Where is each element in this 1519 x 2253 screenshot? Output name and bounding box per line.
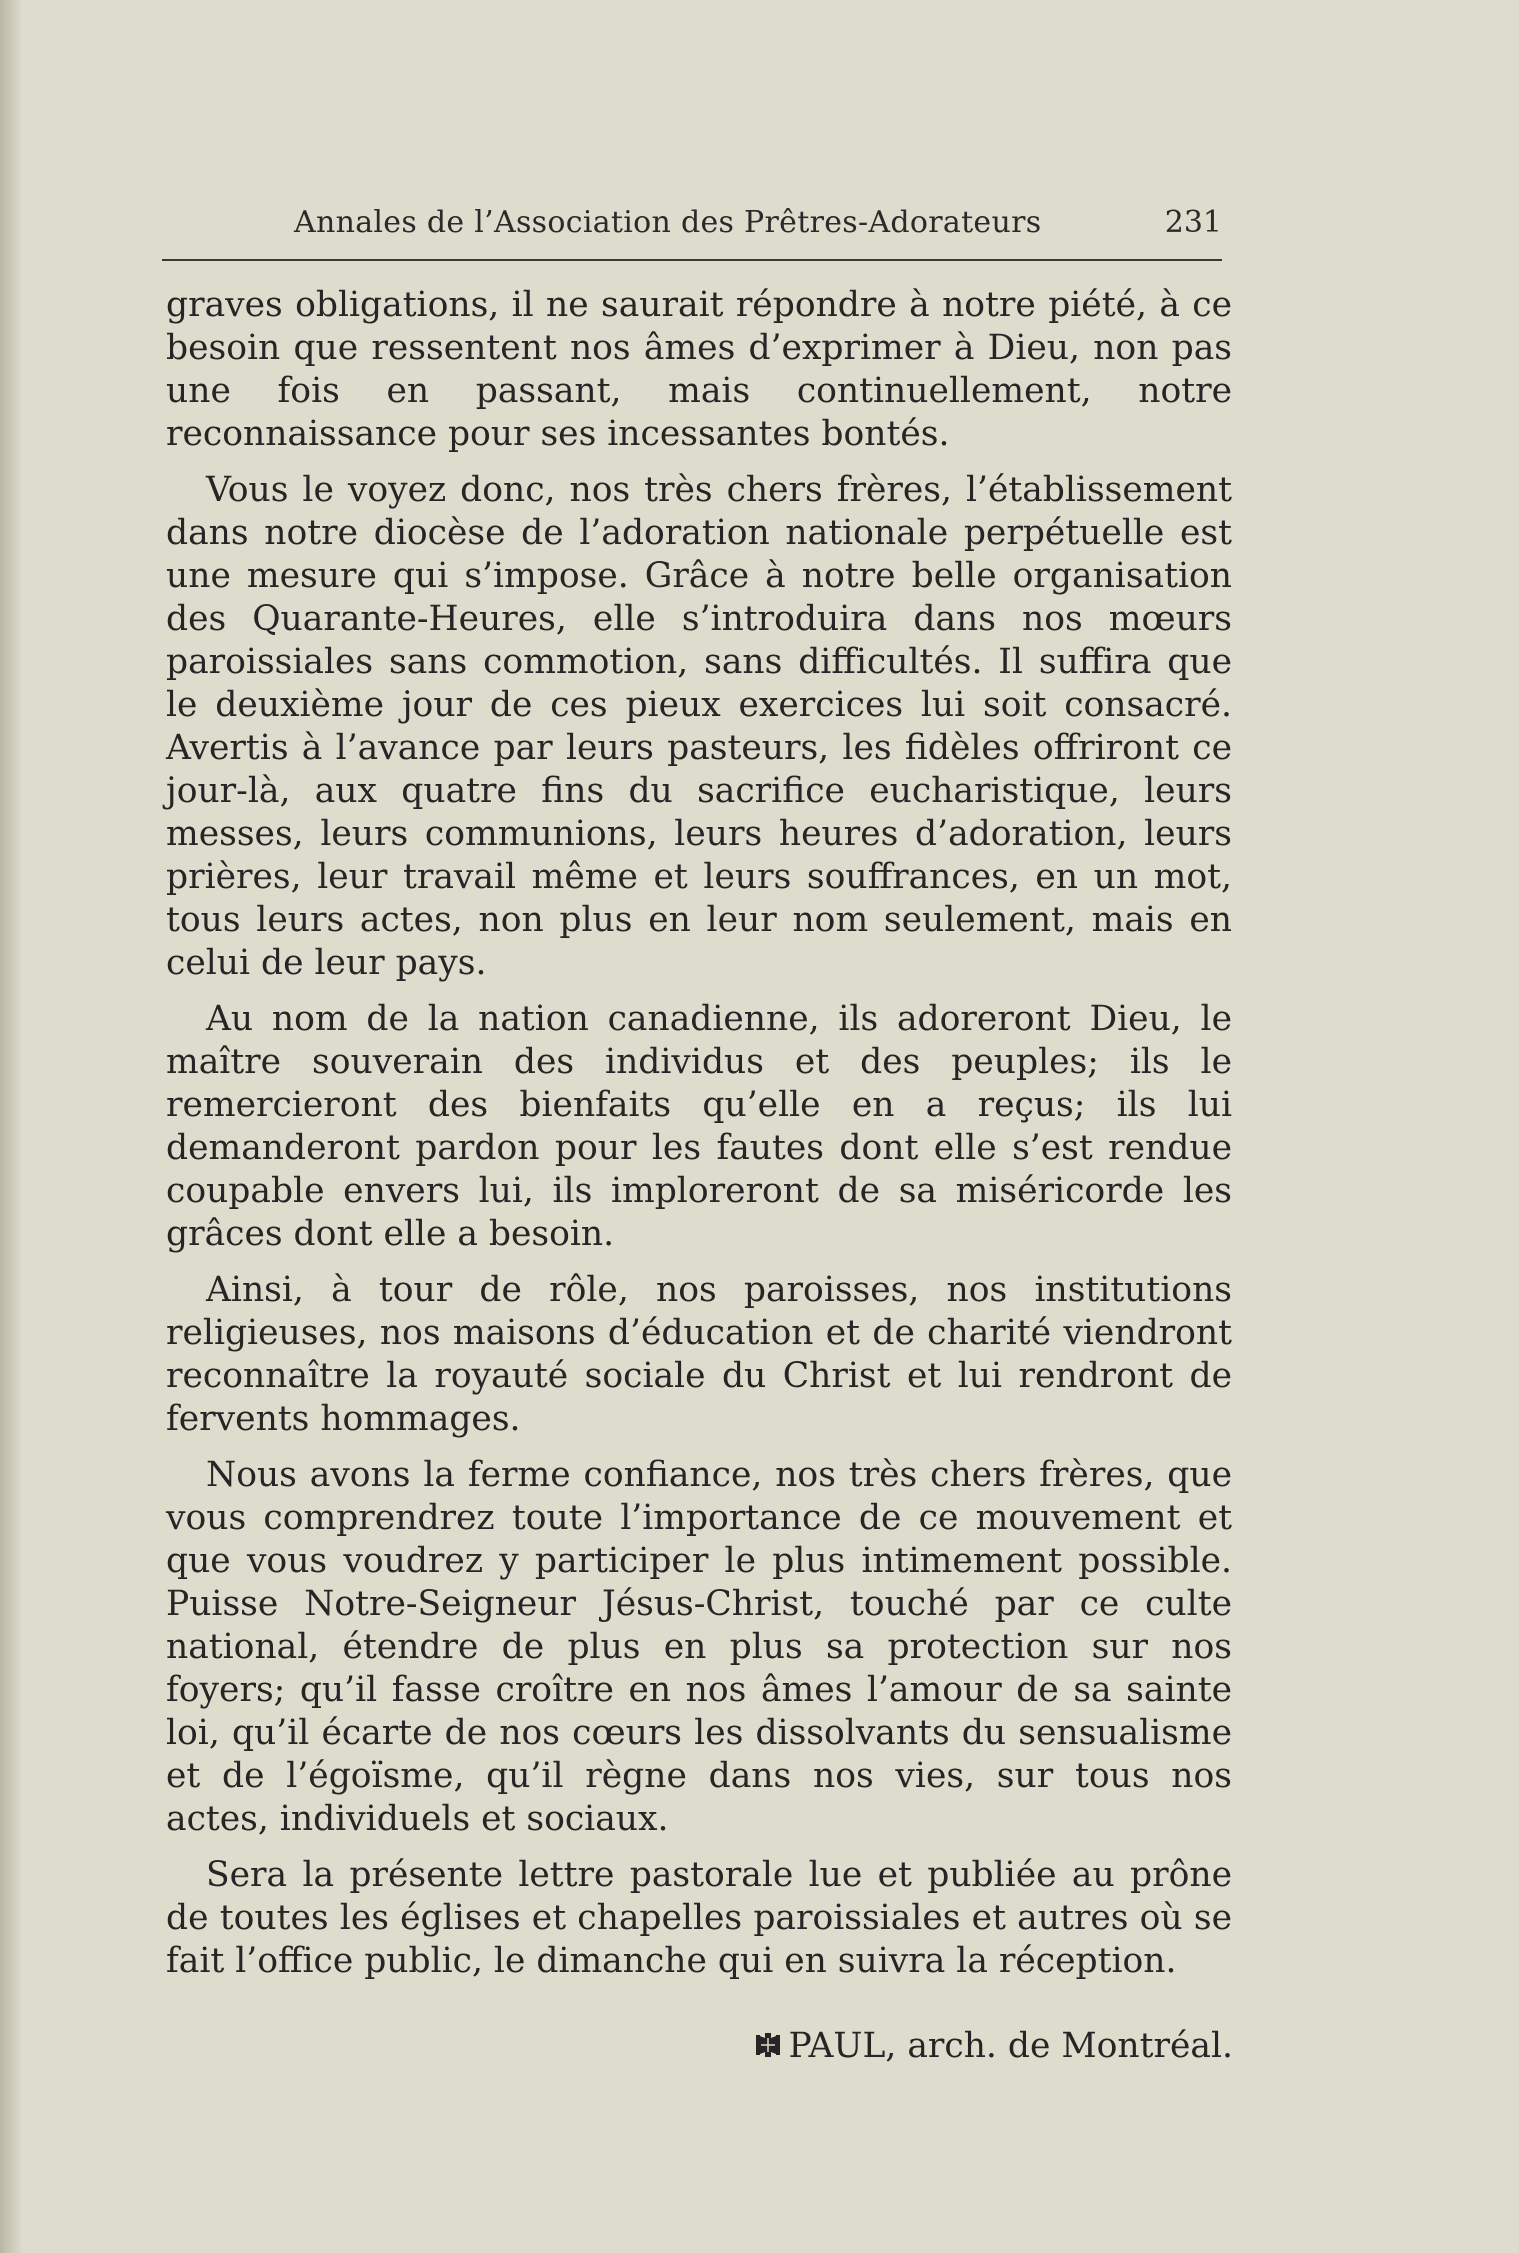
page-number: 231 bbox=[1164, 205, 1222, 240]
signature-text: PAUL, arch. de Montréal. bbox=[788, 2026, 1233, 2066]
body-text bbox=[166, 284, 1232, 1996]
page-header bbox=[162, 205, 1222, 251]
header-rule bbox=[162, 259, 1222, 261]
paragraph: Au nom de la nation canadienne, ils adoreront Dieu, le maître souverain des individus et des peuples; ils le remercieront des bienfaits qu’elle en a reçus; ils lui demanderont pardon pour les fautes dont elle s’est rendue coupable envers lui, ils imploreront de sa miséricorde les grâces dont elle a besoin. bbox=[166, 999, 1232, 1254]
running-title: Annales de l’Association des Prêtres-Adorateurs bbox=[294, 205, 1042, 240]
cross-icon bbox=[754, 2028, 782, 2056]
paragraph: Vous le voyez donc, nos très chers frères, l’établissement dans notre diocèse de l’adoration nationale perpétuelle est une mesure qui s’impose. Grâce à notre belle organisation des Quarante-Heures, elle s’introduira dans nos mœurs paroissiales sans commotion, sans difficultés. Il suffira que le deuxième jour de ces pieux exercices lui soit consacré. Avertis à l’avance par leurs pasteurs, les fidèles offriront ce jour-là, aux quatre fins du sacrifice eucharistique, leurs messes, leurs communions, leurs heures d’adoration, leurs prières, leur travail même et leurs souffrances, en un mot, tous leurs actes, non plus en leur nom seulement, mais en celui de leur pays. bbox=[166, 470, 1232, 983]
signature bbox=[754, 2026, 1233, 2066]
paragraph-continuation: graves obligations, il ne saurait répondre à notre piété, à ce besoin que ressentent nos âmes d’exprimer à Dieu, non pas une fois en passant, mais continuellement, notre reconnaissance pour ses incessantes bontés. bbox=[166, 285, 1232, 454]
paragraph: Nous avons la ferme confiance, nos très chers frères, que vous comprendrez toute l’importance de ce mouvement et que vous voudrez y participer le plus intimement possible. Puisse Notre-Seigneur Jésus-Christ, touché par ce culte national, étendre de plus en plus sa protection sur nos foyers; qu’il fasse croître en nos âmes l’amour de sa sainte loi, qu’il écarte de nos cœurs les dissolvants du sensualisme et de l’égoïsme, qu’il règne dans nos vies, sur tous nos actes, individuels et sociaux. bbox=[166, 1455, 1232, 1839]
paragraph: Ainsi, à tour de rôle, nos paroisses, nos institutions religieuses, nos maisons d’éducation et de charité viendront reconnaître la royauté sociale du Christ et lui rendront de fervents hommages. bbox=[166, 1270, 1232, 1439]
paragraph: Sera la présente lettre pastorale lue et publiée au prône de toutes les églises et chapelles paroissiales et autres où se fait l’office public, le dimanche qui en suivra la réception. bbox=[166, 1855, 1232, 1981]
